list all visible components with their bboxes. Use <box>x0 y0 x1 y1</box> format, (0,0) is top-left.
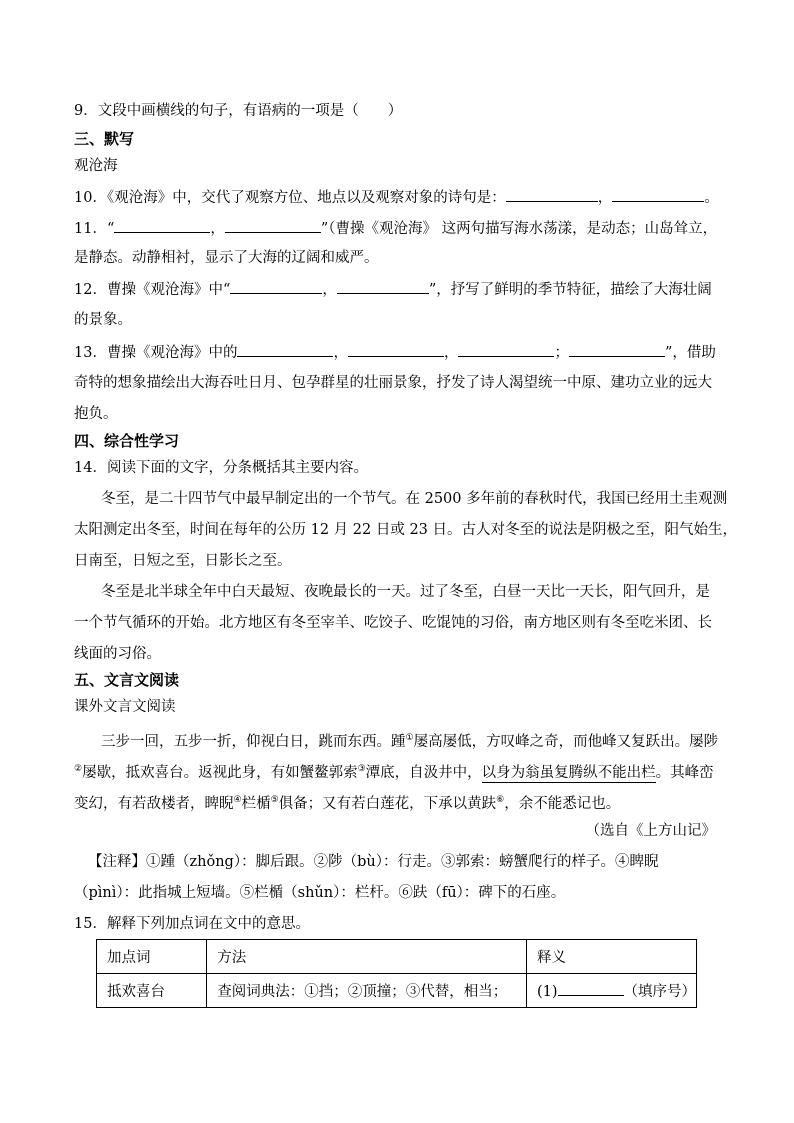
answer-blank[interactable] <box>114 218 210 233</box>
section-5-heading: 五、文言文阅读 <box>74 671 180 689</box>
separator: ， <box>597 190 613 206</box>
question-10-text: 10．《观沧海》中，交代了观察方位、地点以及观察对象的诗句是： <box>74 190 506 206</box>
poem-title: 观沧海 <box>74 158 118 174</box>
footnote-marker: ② <box>74 764 83 774</box>
question-12 <box>74 279 712 300</box>
question-12-text-b: ”，抒写了鲜明的季节特征，描绘了大海壮阔 <box>428 282 712 298</box>
question-9: 9．文段中画横线的句子，有语病的一项是（ ） <box>74 103 403 119</box>
passage-2-line-2: 一个节气循环的开始。北方地区有冬至宰羊、吃饺子、吃馄饨的习俗，南方地区则有冬至吃米团、长 <box>74 615 712 631</box>
question-11 <box>74 218 717 239</box>
classical-text: 潭底，自汲井中， <box>365 764 482 781</box>
answer-blank[interactable] <box>506 187 598 202</box>
answer-blank[interactable] <box>337 279 429 294</box>
question-11-text-b: ”（曹操《观沧海》 这两句描写海水荡漾，是动态；山岛耸立， <box>320 221 718 237</box>
question-13 <box>74 342 716 363</box>
answer-blank[interactable] <box>230 279 322 294</box>
separator: ， <box>443 345 459 361</box>
separator: ， <box>333 345 348 361</box>
footnote-marker: ④ <box>233 795 242 805</box>
annotation-line-1: 【注释】①踵（zhǒng）：脚后跟。②陟（bù）：行走。③郭索：螃蟹爬行的样子。④睥睨 <box>88 854 659 870</box>
table-header-row <box>97 940 697 974</box>
answer-blank[interactable] <box>348 342 444 357</box>
gloss-table <box>96 939 697 1008</box>
question-12-text: 12．曹操《观沧海》中“ <box>74 282 231 298</box>
question-13-end: 抱负。 <box>74 406 118 422</box>
separator: ， <box>322 282 337 298</box>
table-header: 方法 <box>207 940 527 974</box>
classical-line-3 <box>74 790 620 814</box>
source-citation: （选自《上方山记》 <box>585 823 716 839</box>
table-header: 加点词 <box>97 940 207 974</box>
footnote-marker: ① <box>405 733 414 743</box>
footnote-marker: ⑥ <box>496 795 505 805</box>
table-cell-word: 抵欢喜台 <box>97 974 207 1008</box>
classical-text: 栏楯 <box>241 795 271 812</box>
classical-text: 变幻，有若敌楼者，睥睨 <box>74 795 234 812</box>
annotation-line-2: （pìnì）：此指城上短墙。⑤栏楯（shǔn）：栏杆。⑥趺（fū）：碑下的石座。 <box>74 885 566 901</box>
answer-blank[interactable] <box>225 218 321 233</box>
passage-1-line-3: 日南至，日短之至，日影长之至。 <box>74 553 292 569</box>
question-13-cont: 奇特的想象描绘出大海吞吐日月、包孕群星的壮丽景象，抒发了诗人渴望统一中原、建功立业的远大 <box>74 375 712 391</box>
classical-text: ，余不能悉记也。 <box>504 795 621 812</box>
table-cell-method: 查阅词典法：①挡；②顶撞；③代替，相当； <box>207 974 527 1008</box>
question-13-text: 13．曹操《观沧海》中的 <box>74 345 238 361</box>
answer-blank[interactable] <box>558 981 624 996</box>
section-3-heading: 三、默写 <box>74 130 135 148</box>
classical-text: 屡高屡低，方叹峰之奇，而他峰又复跃出。屡陟 <box>413 733 719 750</box>
answer-blank[interactable] <box>612 187 704 202</box>
table-cell-answer <box>526 974 696 1008</box>
table-row <box>97 974 697 1008</box>
answer-blank[interactable] <box>458 342 554 357</box>
question-11-cont: 是静态。动静相衬，显示了大海的辽阔和威严。 <box>74 250 379 266</box>
section-5-subheading: 课外文言文阅读 <box>74 699 176 715</box>
separator: 。 <box>704 190 719 206</box>
underlined-sentence: 以身为翁虽复腾纵不能出栏 <box>481 764 656 781</box>
table-header: 释义 <box>526 940 696 974</box>
separator: ， <box>210 221 225 237</box>
footnote-marker: ③ <box>357 764 366 774</box>
answer-label: (1) <box>536 984 558 1000</box>
classical-line-2 <box>74 759 714 783</box>
classical-text: 屡歇，抵欢喜台。返视此身，有如蟹鳌郭索 <box>82 764 358 781</box>
classical-line-1 <box>101 728 718 752</box>
classical-text: 俱备；又有若白莲花，下承以黄趺 <box>278 795 497 812</box>
question-11-text: 11．“ <box>74 221 115 237</box>
separator: ； <box>554 345 569 361</box>
section-4-heading: 四、综合性学习 <box>74 432 180 450</box>
classical-text: 。其峰峦 <box>655 764 714 781</box>
question-10 <box>74 187 719 208</box>
answer-blank[interactable] <box>237 342 333 357</box>
footnote-marker: ⑤ <box>270 795 279 805</box>
answer-hint: （填序号） <box>623 984 696 1000</box>
classical-text: 三步一回，五步一折，仰视白日，跳而东西。踵 <box>101 733 406 750</box>
passage-2-line-1: 冬至是北半球全年中白天最短、夜晚最长的一天。过了冬至，白昼一天比一天长，阳气回升，是 <box>101 584 710 600</box>
passage-2-line-3: 线面的习俗。 <box>74 646 161 662</box>
question-14: 14．阅读下面的文字，分条概括其主要内容。 <box>74 460 368 476</box>
question-12-cont: 的景象。 <box>74 312 132 328</box>
question-15: 15．解释下列加点词在文中的意思。 <box>74 916 310 932</box>
passage-1-line-2: 太阳测定出冬至，时间在每年的公历 12 月 22 日或 23 日。古人对冬至的说法是阴极之至，阳气始生， <box>74 522 738 538</box>
passage-1-line-1: 冬至，是二十四节气中最早制定出的一个节气。在 2500 多年前的春秋时代，我国已经用土圭观测 <box>101 491 728 507</box>
question-13-text-b: ”，借助 <box>664 345 716 361</box>
answer-blank[interactable] <box>569 342 665 357</box>
